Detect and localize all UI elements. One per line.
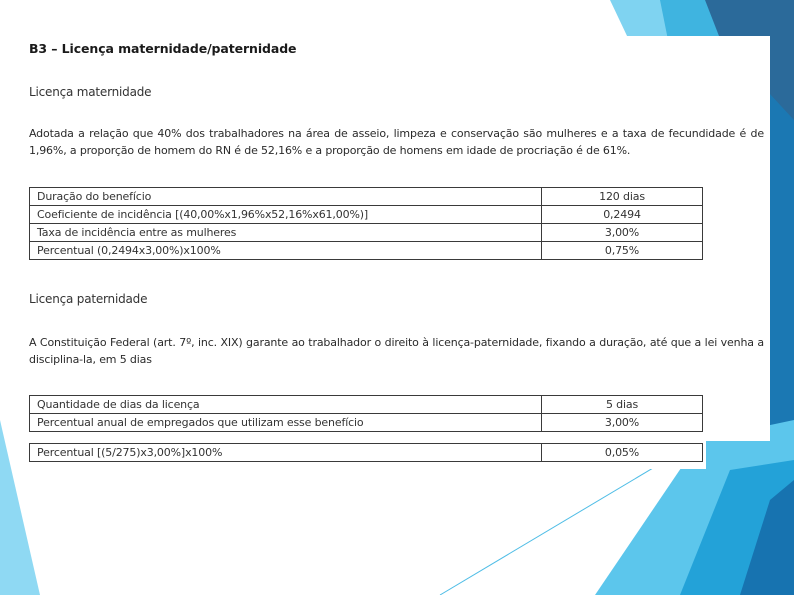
table-cell-label: Percentual anual de empregados que utilizam esse benefício	[30, 414, 542, 432]
table-row	[30, 188, 703, 206]
table-cell-value: 3,00%	[542, 414, 703, 432]
table-row	[30, 396, 703, 414]
table-cell-label: Coeficiente de incidência [(40,00%x1,96%x52,16%x61,00%)]	[30, 206, 542, 224]
table-cell-label: Taxa de incidência entre as mulheres	[30, 224, 542, 242]
table-cell-label: Percentual (0,2494x3,00%)x100%	[30, 242, 542, 260]
maternidade-table	[29, 187, 703, 260]
table-cell-value: 5 dias	[542, 396, 703, 414]
table-cell-value: 3,00%	[542, 224, 703, 242]
table-cell-value: 0,2494	[542, 206, 703, 224]
table-row	[30, 224, 703, 242]
table-cell-value: 0,75%	[542, 242, 703, 260]
table-row	[30, 206, 703, 224]
table-cell-label: Quantidade de dias da licença	[30, 396, 542, 414]
table-row	[30, 242, 703, 260]
section-title: B3 – Licença maternidade/paternidade	[29, 41, 297, 56]
document-page	[18, 36, 770, 441]
maternidade-subtitle: Licença maternidade	[29, 85, 152, 99]
table-row	[30, 444, 703, 462]
paternidade-table-total	[29, 443, 703, 462]
table-cell-label: Percentual [(5/275)x3,00%]x100%	[30, 444, 542, 462]
maternidade-paragraph: Adotada a relação que 40% dos trabalhadores na área de asseio, limpeza e conservação são mulheres e a taxa de fecundidade é de 1,96%, a proporção de homem do RN é de 52,16% e a proporção de homens em idade de procriação é de 61%.	[29, 127, 764, 157]
table-cell-label: Duração do benefício	[30, 188, 542, 206]
table-cell-value: 120 dias	[542, 188, 703, 206]
paternidade-paragraph: A Constituição Federal (art. 7º, inc. XIX) garante ao trabalhador o direito à licença-paternidade, fixando a duração, até que a lei venha a disciplina-la, em 5 dias	[29, 336, 764, 366]
document-page-extension	[18, 441, 706, 469]
paternidade-table	[29, 395, 703, 432]
paternidade-subtitle: Licença paternidade	[29, 292, 148, 306]
table-row	[30, 414, 703, 432]
table-cell-value: 0,05%	[542, 444, 703, 462]
